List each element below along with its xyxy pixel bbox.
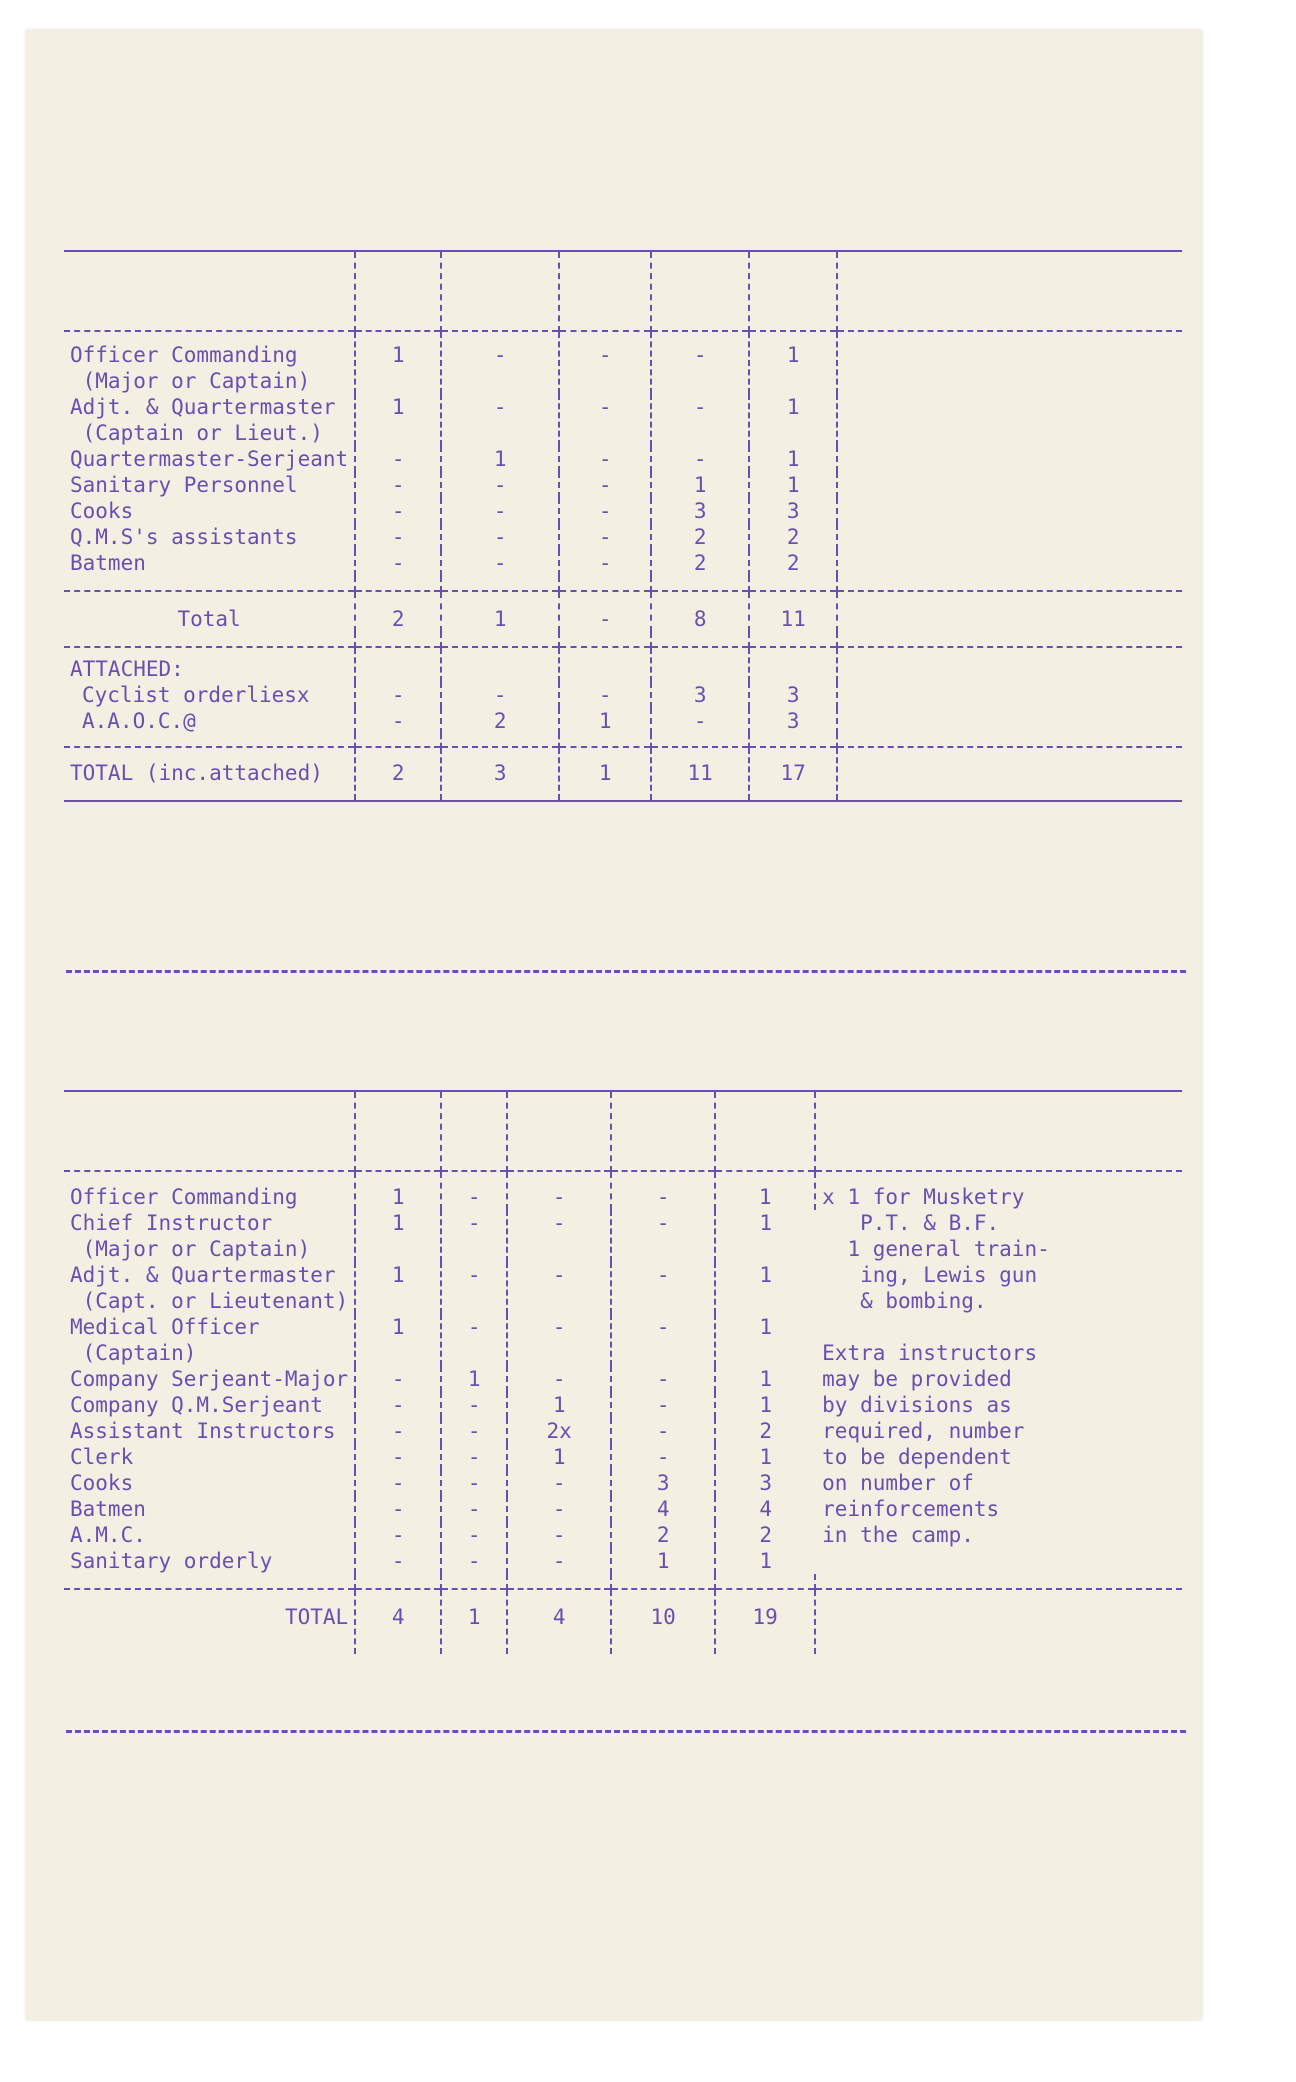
value-cell: 2 (651, 550, 749, 576)
value-cell: 1 (441, 1366, 507, 1392)
section-c-table (64, 1092, 1182, 1654)
detail-cell: Adjt. & Quartermaster (Capt. or Lieutenant) (64, 1262, 355, 1314)
value-cell: - (507, 1522, 611, 1548)
value-cell: - (441, 1444, 507, 1470)
detail-cell: Adjt. & Quartermaster (Captain or Lieut.) (64, 394, 355, 446)
detail-cell: Batmen (64, 550, 355, 576)
value-cell: - (441, 331, 559, 394)
value-cell: - (441, 682, 559, 708)
value-cell: - (355, 708, 441, 734)
document-sheet (26, 30, 1202, 2020)
value-cell: - (355, 446, 441, 472)
value-cell: - (559, 446, 651, 472)
value-cell: - (355, 1418, 441, 1444)
value-cell: - (651, 708, 749, 734)
bottom-divider (66, 1730, 1186, 1733)
header-other-ranks (651, 252, 749, 331)
value-cell: - (507, 1470, 611, 1496)
value-cell: - (611, 1392, 715, 1418)
value-cell: - (611, 1171, 715, 1210)
total-row (64, 1589, 1182, 1654)
spacer-row (64, 734, 1182, 747)
detail-cell: A.A.O.C.@ (64, 708, 355, 734)
value-cell: - (355, 472, 441, 498)
section-divider (66, 970, 1186, 973)
value-cell: 3 (651, 682, 749, 708)
value-cell: 10 (611, 1589, 715, 1654)
value-cell: 1 (507, 1392, 611, 1418)
grand-total-row (64, 747, 1182, 801)
detail-cell: Cyclist orderliesx (64, 682, 355, 708)
value-cell: 1 (355, 1314, 441, 1366)
attached-label-row (64, 647, 1182, 682)
value-cell: - (355, 524, 441, 550)
detail-cell: Cooks (64, 1470, 355, 1496)
value-cell: 4 (611, 1496, 715, 1522)
value-cell: 3 (611, 1470, 715, 1496)
table-row (64, 446, 1182, 472)
value-cell: - (611, 1314, 715, 1366)
value-cell: 2 (441, 708, 559, 734)
value-cell: 1 (749, 331, 837, 394)
detail-cell: Quartermaster-Serjeant (64, 446, 355, 472)
detail-cell: Cooks (64, 498, 355, 524)
value-cell: - (559, 682, 651, 708)
value-cell: - (355, 550, 441, 576)
header-officers (355, 252, 441, 331)
value-cell: 1 (441, 591, 559, 632)
value-cell: 1 (759, 1263, 772, 1287)
value-cell: - (441, 1210, 507, 1262)
value-cell: 1 (355, 1262, 441, 1314)
value-cell: 4 (759, 1497, 772, 1521)
remarks-cell (837, 747, 1182, 801)
detail-cell: Batmen (64, 1496, 355, 1522)
value-cell: - (559, 472, 651, 498)
value-cell: 1 (355, 394, 441, 446)
detail-cell: Medical Officer (Captain) (64, 1314, 355, 1366)
value-cell: - (355, 1444, 441, 1470)
table-row (64, 524, 1182, 550)
remarks-cell (837, 472, 1182, 498)
header-detail (64, 1092, 355, 1171)
detail-cell: Q.M.S's assistants (64, 524, 355, 550)
value-cell: - (441, 1418, 507, 1444)
value-cell: 2 (611, 1522, 715, 1548)
remarks-cell (837, 550, 1182, 576)
section-b-body (64, 331, 1182, 801)
value-cell: - (559, 498, 651, 524)
value-cell: 1 (441, 1589, 507, 1654)
value-cell: 3 (749, 708, 837, 734)
remarks-cell (837, 498, 1182, 524)
value-cell: 2 (355, 591, 441, 632)
header-rank-and-file (611, 1092, 715, 1171)
value-cell: 1 (759, 1549, 772, 1573)
value-cell: 19 (715, 1589, 815, 1654)
header-total (715, 1092, 815, 1171)
header-officers (355, 1092, 441, 1171)
detail-cell: Sanitary orderly (64, 1548, 355, 1574)
spacer-row (64, 1574, 1182, 1589)
value-cell: 2 (749, 550, 837, 576)
value-cell: - (355, 1496, 441, 1522)
value-cell: - (611, 1444, 715, 1470)
value-cell: - (507, 1314, 611, 1366)
detail-cell: Officer Commanding (64, 1171, 355, 1210)
value-cell: - (355, 1470, 441, 1496)
remarks-cell (837, 682, 1182, 708)
table-row (64, 394, 1182, 446)
value-cell: - (507, 1548, 611, 1574)
value-cell: 4 (507, 1589, 611, 1654)
value-cell: - (355, 1366, 441, 1392)
value-cell: - (441, 1548, 507, 1574)
value-cell: 3 (749, 498, 837, 524)
header-serjeants (441, 252, 559, 331)
value-cell: - (441, 1470, 507, 1496)
value-cell: - (611, 1210, 715, 1262)
value-cell: 3 (441, 747, 559, 801)
remarks-cell (837, 591, 1182, 632)
value-cell: - (651, 394, 749, 446)
detail-cell: Company Serjeant-Major (64, 1366, 355, 1392)
value-cell: 8 (651, 591, 749, 632)
value-cell: 2 (651, 524, 749, 550)
value-cell: - (355, 1548, 441, 1574)
value-cell: 2 (759, 1523, 772, 1547)
value-cell: - (441, 498, 559, 524)
detail-cell: TOTAL (64, 1589, 355, 1654)
value-cell: 1 (355, 331, 441, 394)
remarks-cell (837, 524, 1182, 550)
value-cell: - (355, 1522, 441, 1548)
detail-cell: Chief Instructor (Major or Captain) (64, 1210, 355, 1262)
table-row (64, 498, 1182, 524)
table-row (64, 472, 1182, 498)
detail-cell: Assistant Instructors (64, 1418, 355, 1444)
value-cell: 1 (759, 1315, 772, 1339)
remarks-cell (837, 446, 1182, 472)
header-warrant-officers (441, 1092, 507, 1171)
spacer-row (64, 576, 1182, 591)
value-cell: 1 (759, 1367, 772, 1391)
value-cell: - (441, 394, 559, 446)
detail-cell: TOTAL (inc.attached) (64, 747, 355, 801)
detail-cell: Total (64, 591, 355, 632)
value-cell: 1 (759, 1211, 772, 1235)
value-cell: - (441, 1496, 507, 1522)
section-c-body (64, 1171, 1182, 1654)
attached-row (64, 708, 1182, 734)
value-cell: - (559, 550, 651, 576)
detail-cell: Sanitary Personnel (64, 472, 355, 498)
header-detail (64, 252, 355, 331)
value-cell: - (507, 1171, 611, 1210)
value-cell: 1 (441, 446, 559, 472)
remarks-cell (837, 331, 1182, 394)
value-cell: - (651, 331, 749, 394)
value-cell: - (507, 1210, 611, 1262)
value-cell: - (507, 1262, 611, 1314)
value-cell: 2 (759, 1419, 772, 1443)
spacer-row (64, 632, 1182, 647)
value-cell: - (611, 1262, 715, 1314)
value-cell: 1 (715, 1171, 815, 1210)
detail-cell: A.M.C. (64, 1522, 355, 1548)
value-cell: - (559, 331, 651, 394)
value-cell: 1 (355, 1171, 441, 1210)
value-cell: 1 (559, 747, 651, 801)
value-cell: - (441, 524, 559, 550)
remarks-cell (837, 708, 1182, 734)
total-row (64, 591, 1182, 632)
remarks-cell (837, 394, 1182, 446)
header-remarks (815, 1092, 1182, 1171)
value-cell: 11 (651, 747, 749, 801)
section-b-header-row (64, 252, 1182, 331)
detail-cell: Officer Commanding (Major or Captain) (64, 331, 355, 394)
value-cell: - (441, 472, 559, 498)
value-cell: - (441, 1314, 507, 1366)
value-cell: - (355, 498, 441, 524)
detail-cell: Clerk (64, 1444, 355, 1470)
value-cell: - (441, 1522, 507, 1548)
remarks-cell: x 1 for Musketry P.T. & B.F. 1 general train- ing, Lewis gun & bombing. Extra instructors may be provided by divisions as required, number to be dependent on number of reinforcements in the camp. (815, 1171, 1182, 1574)
value-cell: - (441, 1392, 507, 1418)
value-cell: 1 (559, 708, 651, 734)
header-corporals (559, 252, 651, 331)
value-cell: - (441, 1262, 507, 1314)
value-cell: 3 (749, 682, 837, 708)
value-cell: 1 (355, 1210, 441, 1262)
header-serjeants (507, 1092, 611, 1171)
value-cell: 2 (355, 747, 441, 801)
attached-label: ATTACHED: (64, 647, 355, 682)
value-cell: - (611, 1366, 715, 1392)
value-cell: - (651, 446, 749, 472)
table-row (64, 331, 1182, 394)
value-cell: - (507, 1366, 611, 1392)
value-cell: 1 (749, 446, 837, 472)
value-cell: - (559, 524, 651, 550)
value-cell: - (355, 1392, 441, 1418)
value-cell: 2 (749, 524, 837, 550)
section-b-table (64, 252, 1182, 802)
value-cell: - (355, 682, 441, 708)
table-row (64, 1171, 1182, 1210)
header-remarks (837, 252, 1182, 331)
value-cell: - (611, 1418, 715, 1444)
value-cell: 1 (611, 1548, 715, 1574)
section-c-header-row (64, 1092, 1182, 1171)
value-cell: 1 (749, 472, 837, 498)
value-cell: 17 (749, 747, 837, 801)
value-cell: - (441, 550, 559, 576)
value-cell: 1 (651, 472, 749, 498)
value-cell: 3 (759, 1471, 772, 1495)
header-total (749, 252, 837, 331)
value-cell: - (507, 1496, 611, 1522)
value-cell: 11 (749, 591, 837, 632)
value-cell: 1 (759, 1393, 772, 1417)
remarks-cell (815, 1589, 1182, 1654)
value-cell: - (559, 394, 651, 446)
value-cell: - (559, 591, 651, 632)
value-cell: 4 (355, 1589, 441, 1654)
value-cell: 2x (507, 1418, 611, 1444)
detail-cell: Company Q.M.Serjeant (64, 1392, 355, 1418)
value-cell: 1 (759, 1445, 772, 1469)
value-cell: 1 (507, 1444, 611, 1470)
value-cell: 1 (749, 394, 837, 446)
value-cell: 3 (651, 498, 749, 524)
value-cell: - (441, 1171, 507, 1210)
attached-row (64, 682, 1182, 708)
table-row (64, 550, 1182, 576)
